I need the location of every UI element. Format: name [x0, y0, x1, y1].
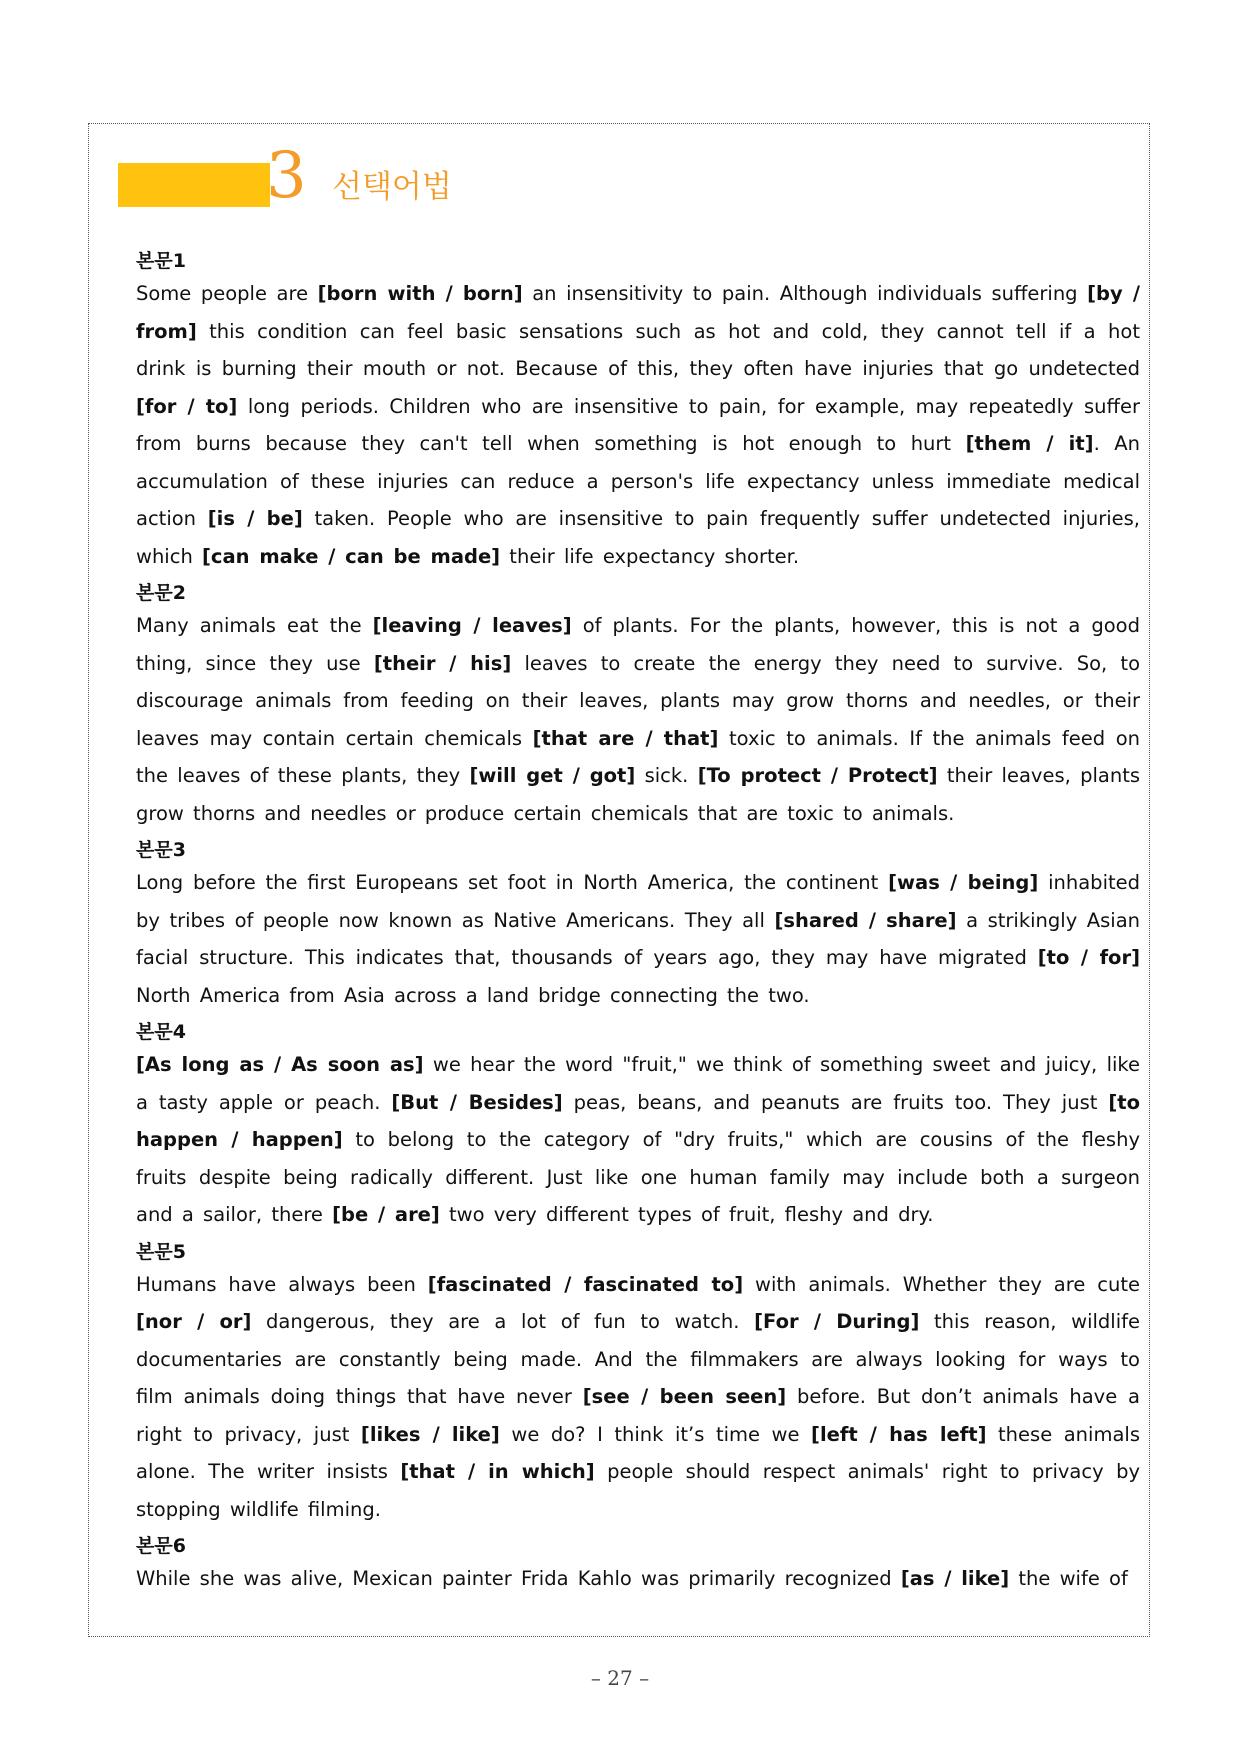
passage-segment: dangerous, they are a lot of fun to watch.	[251, 1310, 755, 1333]
page-number: – 27 –	[590, 1666, 650, 1690]
choice-bracket: [see / been seen]	[582, 1385, 787, 1408]
choice-bracket: [is / be]	[207, 507, 303, 530]
passage-label: 본문6	[136, 1535, 186, 1557]
passage-label: 본문1	[136, 250, 186, 272]
passage-segment: these animals alone. The writer insists	[136, 1422, 1140, 1483]
passage-label: 본문4	[136, 1021, 186, 1043]
passage-segment: peas, beans, and peanuts are fruits too. They just	[562, 1090, 1109, 1114]
passage-segment: with animals. Whether they are cute	[743, 1272, 1141, 1296]
header-accent-bar	[118, 163, 270, 207]
choice-bracket: [be / are]	[332, 1203, 440, 1226]
passage-segment: an insensitivity to pain. Although individuals suffering	[522, 282, 1088, 305]
choice-bracket: [fascinated / fascinated to]	[427, 1272, 744, 1296]
passage-text	[136, 275, 1140, 575]
section-title: 선택어법	[332, 169, 452, 205]
passage-segment: this condition can feel basic sensations such as hot and cold, they cannot tell if a hot drink is burning their mouth or not. Because of this, they often have injuries that go undetected	[136, 319, 1140, 380]
passage-label: 본문3	[136, 839, 186, 861]
choice-bracket: [As long as / As soon as]	[136, 1053, 424, 1076]
passage-segment: long periods. Children who are insensitive to pain, for example, may repeatedly suffer from burns because they can't tell when something is hot enough to hurt	[136, 394, 1140, 455]
choice-bracket: [that are / that]	[532, 726, 719, 750]
passage-segment: sick.	[635, 764, 698, 787]
passage-segment: their leaves, plants grow thorns and needles or produce certain chemicals that are toxic to animals.	[136, 764, 1141, 825]
passage-segment: taken. People who are insensitive to pain frequently suffer undetected injuries, which	[136, 507, 1141, 568]
passage-segment: leaves to create the energy they need to survive. So, to discourage animals from feeding on their leaves, plants may grow thorns and needles, or their leaves may contain certain chemicals	[136, 651, 1141, 750]
passage-text	[136, 864, 1140, 1014]
passage-text	[136, 1266, 1140, 1529]
choice-bracket: [by / from]	[136, 282, 1140, 343]
passage-text	[136, 1560, 1140, 1598]
choice-bracket: [To protect / Protect]	[697, 764, 938, 787]
passage-segment: before. But don’t animals have a right to privacy, just	[136, 1385, 1140, 1446]
passage-label: 본문2	[136, 582, 186, 604]
choice-bracket: [to / for]	[1037, 946, 1140, 969]
passage-segment: we hear the word "fruit," we think of something sweet and juicy, like a tasty apple or peach.	[136, 1053, 1141, 1114]
passage-segment: people should respect animals' right to privacy by stopping wildlife filming.	[136, 1460, 1140, 1521]
section-number: 3	[266, 139, 307, 213]
passage-segment: this reason, wildlife documentaries are constantly being made. And the filmmakers are always looking for ways to film animals doing things that have never	[136, 1310, 1140, 1408]
choice-bracket: [nor / or]	[136, 1310, 252, 1333]
passage-segment: . An accumulation of these injuries can reduce a person's life expectancy unless immediate medical action	[136, 432, 1140, 530]
choice-bracket: [to happen / happen]	[136, 1090, 1140, 1151]
passage-segment: of plants. For the plants, however, this is not a good thing, since they use	[136, 614, 1140, 675]
choice-bracket: [their / his]	[373, 651, 512, 675]
choice-bracket: [left / has left]	[811, 1422, 987, 1446]
passage-segment: inhabited by tribes of people now known as Native Americans. They all	[136, 871, 1141, 932]
choice-bracket: [them / it]	[965, 432, 1094, 455]
passage-label: 본문5	[136, 1240, 186, 1263]
passage-segment: toxic to animals. If the animals feed on the leaves of these plants, they	[136, 726, 1141, 787]
choice-bracket: [leaving / leaves]	[372, 614, 572, 637]
passage-text	[136, 1046, 1140, 1234]
passage-segment: North America from Asia across a land bridge connecting the two.	[136, 983, 810, 1007]
passages	[136, 247, 1140, 1602]
choice-bracket: [as / like]	[900, 1567, 1010, 1590]
passage-segment: to belong to the category of "dry fruits," which are cousins of the fleshy fruits despite being radically different. Just like one human family may include both a surgeon and a sailor, there	[136, 1128, 1140, 1226]
choice-bracket: [will get / got]	[469, 764, 636, 787]
choice-bracket: [For / During]	[754, 1310, 920, 1333]
choice-bracket: [was / being]	[888, 871, 1039, 894]
choice-bracket: [can make / can be made]	[202, 544, 501, 568]
choice-bracket: [shared / share]	[774, 908, 957, 932]
passage-segment: Some people are	[136, 282, 318, 305]
choice-bracket: [likes / like]	[360, 1422, 500, 1446]
passage-text	[136, 607, 1140, 832]
passage-segment: a strikingly Asian facial structure. This indicates that, thousands of years ago, they may have migrated	[136, 908, 1141, 969]
passage-segment: While she was alive, Mexican painter Frida Kahlo was primarily recognized	[136, 1567, 901, 1590]
choice-bracket: [born with / born]	[317, 282, 523, 305]
passage-segment: the wife of	[1009, 1567, 1128, 1590]
passage-segment: we do? I think it’s time we	[499, 1422, 812, 1446]
passage-segment: two very different types of fruit, fleshy and dry.	[439, 1203, 934, 1226]
passage-segment: Humans have always been	[136, 1272, 428, 1296]
choice-bracket: [for / to]	[136, 394, 238, 418]
passage-segment: their life expectancy shorter.	[500, 544, 800, 568]
passage-segment: Long before the first Europeans set foot in North America, the continent	[136, 871, 889, 894]
choice-bracket: [But / Besides]	[391, 1090, 563, 1114]
choice-bracket: [that / in which]	[400, 1460, 595, 1483]
passage-segment: Many animals eat the	[136, 614, 373, 637]
